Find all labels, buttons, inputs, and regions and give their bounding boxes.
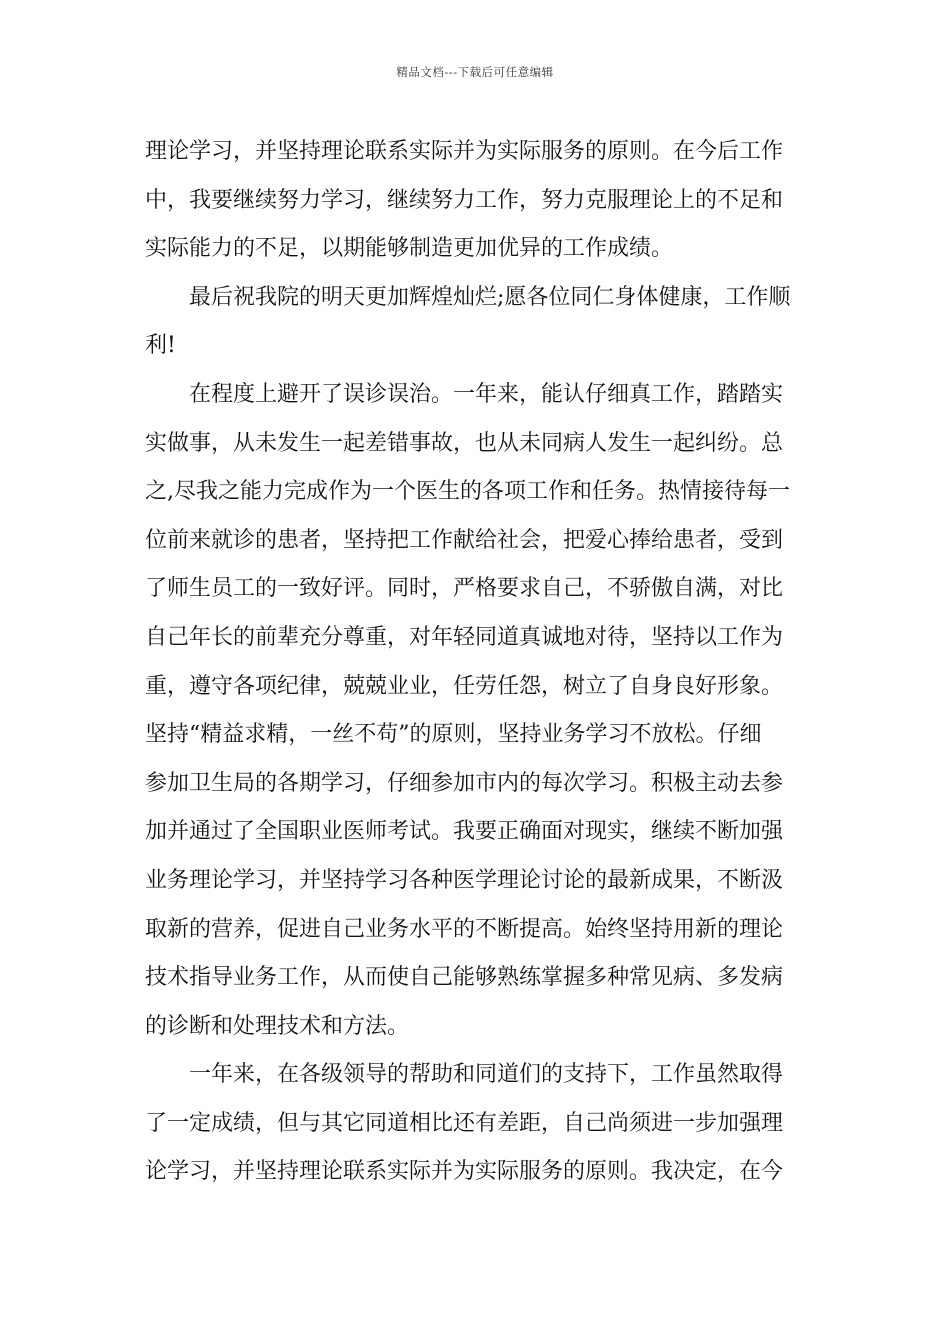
text-line: 重，遵守各项纪律，兢兢业业，任劳任怨，树立了自身良好形象。	[145, 673, 784, 699]
text-line: 在程度上避开了误诊误治。一年来，能认仔细真工作，踏踏实	[189, 381, 784, 407]
text-line: 取新的营养，促进自己业务水平的不断提高。始终坚持用新的理论	[145, 916, 784, 942]
paragraph	[145, 274, 807, 371]
text-line: 中，我要继续努力学习，继续努力工作，努力克服理论上的不足和	[145, 187, 784, 213]
text-line: 一年来，在各级领导的帮助和同道们的支持下，工作虽然取得	[189, 1062, 784, 1088]
text-line: 自己年长的前辈充分尊重，对年轻同道真诚地对待，坚持以工作为	[145, 624, 784, 650]
text-line: 业务理论学习，并坚持学习各种医学理论讨论的最新成果，不断汲	[145, 867, 784, 893]
text-line: 的诊断和处理技术和方法。	[145, 1013, 410, 1039]
paragraph	[145, 1051, 807, 1197]
paragraph	[145, 128, 807, 274]
text-line: 坚持“精益求精，一丝不苟”的原则，坚持业务学习不放松。仔细	[145, 722, 762, 748]
document-body	[145, 128, 807, 1197]
page-header: 精品文档---下载后可任意编辑	[396, 65, 554, 79]
text-line: 之,尽我之能力完成作为一个医生的各项工作和任务。热情接待每一	[145, 479, 790, 505]
text-line: 理论学习，并坚持理论联系实际并为实际服务的原则。在今后工作	[145, 139, 784, 164]
paragraph	[145, 371, 807, 1051]
text-line: 了一定成绩，但与其它同道相比还有差距，自己尚须进一步加强理	[145, 1110, 784, 1136]
text-line: 利!	[145, 333, 176, 359]
text-line: 实际能力的不足，以期能够制造更加优异的工作成绩。	[145, 236, 674, 262]
text-line: 技术指导业务工作，从而使自己能够熟练掌握多种常见病、多发病	[145, 965, 784, 991]
text-line: 加并通过了全国职业医师考试。我要正确面对现实，继续不断加强	[145, 819, 784, 845]
text-line: 最后祝我院的明天更加辉煌灿烂;愿各位同仁身体健康，工作顺	[189, 284, 791, 310]
text-line: 实做事，从未发生一起差错事故，也从未同病人发生一起纠纷。总	[145, 430, 784, 456]
text-line: 了师生员工的一致好评。同时，严格要求自己，不骄傲自满，对比	[145, 576, 784, 602]
text-line: 位前来就诊的患者，坚持把工作献给社会，把爱心捧给患者，受到	[145, 527, 784, 553]
text-line: 参加卫生局的各期学习，仔细参加市内的每次学习。积极主动去参	[145, 770, 784, 796]
text-line: 论学习，并坚持理论联系实际并为实际服务的原则。我决定，在今	[145, 1159, 784, 1185]
